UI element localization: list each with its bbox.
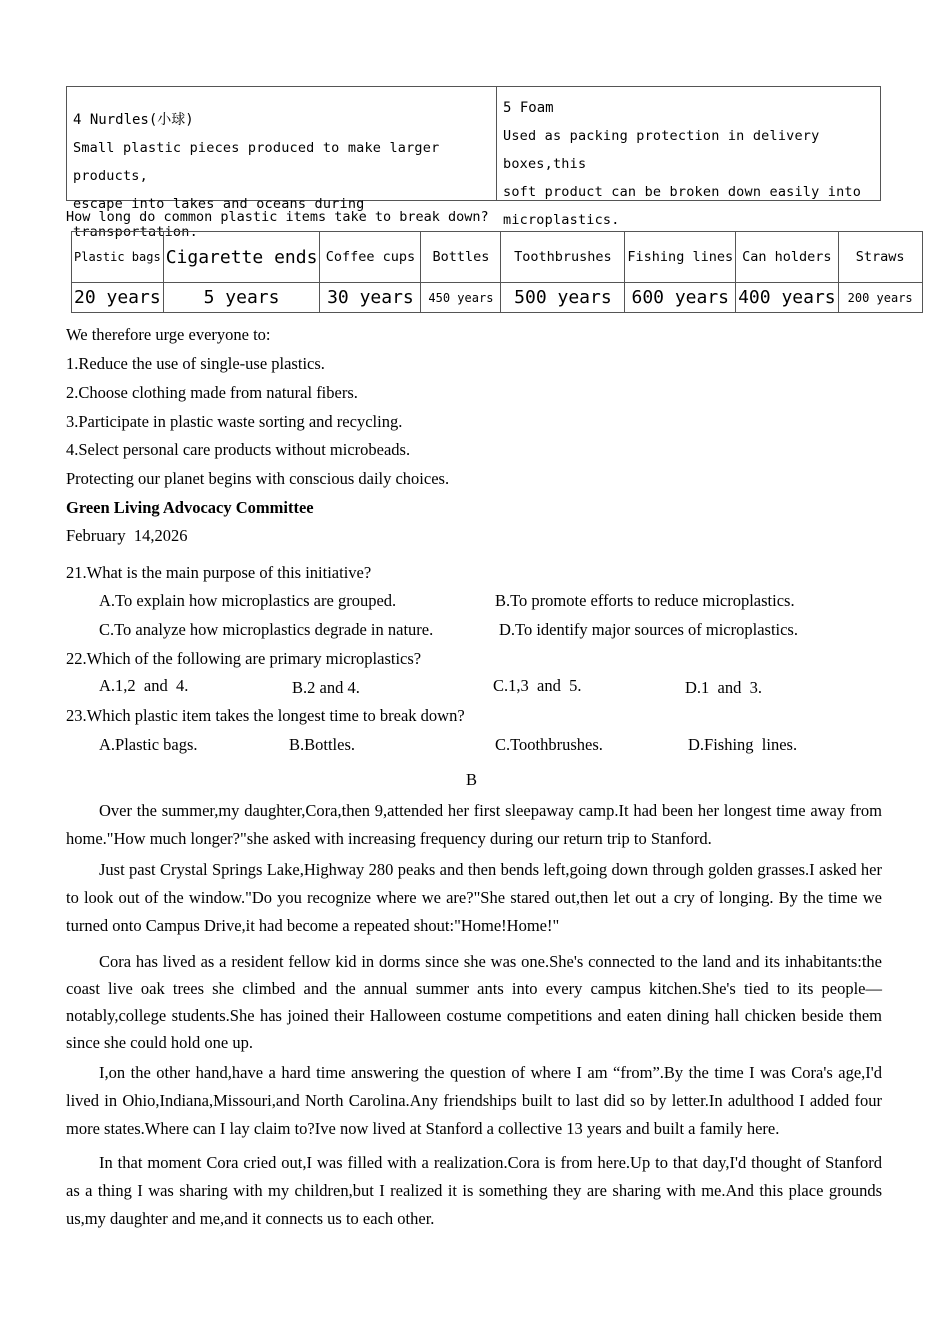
q22-option-d[interactable]: D.1 and 3. xyxy=(685,678,762,697)
appeal-closing: Protecting our planet begins with conscious daily choices. xyxy=(66,469,450,488)
appeal-item: 4.Select personal care products without microbeads. xyxy=(66,440,411,459)
value-cell: 20 years xyxy=(72,283,164,313)
q21-option-b[interactable]: B.To promote efforts to reduce microplastics. xyxy=(495,591,795,610)
value-cell: 5 years xyxy=(163,283,320,313)
cell-heading: 5 Foam xyxy=(503,100,554,116)
appeal-signature: Green Living Advocacy Committee xyxy=(66,498,314,517)
value-cell: 400 years xyxy=(736,283,839,313)
value-cell: 600 years xyxy=(625,283,736,313)
header-cell: Can holders xyxy=(736,232,839,283)
passage-b xyxy=(66,797,882,1236)
header-cell: Fishing lines xyxy=(625,232,736,283)
question-22-stem: 22.Which of the following are primary microplastics? xyxy=(66,649,422,668)
passage-paragraph: I,on the other hand,have a hard time answering the question of where I am “from”.By the time I was Cora's age,I'd lived in Ohio,Indiana,Missouri,and North Carolina.Any friendships built to last did so by letter.In adulthood I added four more states.Where can I lay claim to?Ive now lived at Stanford a collective 13 years and built a family here. xyxy=(66,1063,882,1138)
appeal-item: 3.Participate in plastic waste sorting and recycling. xyxy=(66,412,403,431)
appeal-item: 1.Reduce the use of single-use plastics. xyxy=(66,354,325,373)
q22-option-a[interactable]: A.1,2 and 4. xyxy=(99,676,189,695)
q23-option-c[interactable]: C.Toothbrushes. xyxy=(495,735,603,754)
value-cell: 30 years xyxy=(320,283,421,313)
q22-option-b[interactable]: B.2 and 4. xyxy=(292,678,360,697)
value-cell: 500 years xyxy=(501,283,625,313)
header-cell: Plastic bags xyxy=(72,232,164,283)
breakdown-table xyxy=(71,231,923,313)
q23-option-d[interactable]: D.Fishing lines. xyxy=(688,735,798,754)
header-cell: Straws xyxy=(838,232,922,283)
type-cell-foam xyxy=(497,87,880,228)
cell-text-line: soft product can be broken down easily into xyxy=(503,184,862,200)
cell-text-line: microplastics. xyxy=(503,212,620,228)
passage-paragraph: Just past Crystal Springs Lake,Highway 280 peaks and then bends left,going down through golden grasses.I asked her to look out of the window."Do you recognize where we are?"She stared out,then let out a cry of longing. By the time we turned onto Campus Drive,it had become a repeated shout:"Home!Home!" xyxy=(66,860,882,935)
q23-option-b[interactable]: B.Bottles. xyxy=(289,735,356,754)
value-cell: 450 years xyxy=(421,283,501,313)
question-23-stem: 23.Which plastic item takes the longest time to break down? xyxy=(66,706,465,725)
breakdown-question: How long do common plastic items take to break down? xyxy=(66,209,489,225)
cell-text-line: Used as packing protection in delivery boxes,this xyxy=(503,128,820,172)
appeal-item: 2.Choose clothing made from natural fibers. xyxy=(66,383,358,402)
passage-paragraph: In that moment Cora cried out,I was filled with a realization.Cora is from here.Up to that day,I'd thought of Stanford as a thing I was sharing with my children,but I realized it is something they are sharing with me.And this place grounds us,my daughter and me,and it connects us to each other. xyxy=(66,1153,882,1228)
header-cell: Cigarette ends xyxy=(163,232,320,283)
breakdown-value-row xyxy=(72,283,923,313)
cell-heading: 4 Nurdles(小球) xyxy=(73,112,194,128)
q23-option-a[interactable]: A.Plastic bags. xyxy=(99,735,198,754)
q21-option-c[interactable]: C.To analyze how microplastics degrade in nature. xyxy=(99,620,434,639)
value-cell: 200 years xyxy=(838,283,922,313)
header-cell: Toothbrushes xyxy=(501,232,625,283)
passage-paragraph: Over the summer,my daughter,Cora,then 9,attended her first sleepaway camp.It had been her longest time away from home."How much longer?"she asked with increasing frequency during our return trip to Stanford. xyxy=(66,801,882,848)
q22-option-c[interactable]: C.1,3 and 5. xyxy=(493,676,582,695)
header-cell: Bottles xyxy=(421,232,501,283)
appeal-date: February 14,2026 xyxy=(66,526,188,545)
breakdown-header-row xyxy=(72,232,923,283)
cell-text-line: Small plastic pieces produced to make larger products, xyxy=(73,140,440,184)
q21-option-d[interactable]: D.To identify major sources of microplastics. xyxy=(499,620,798,639)
section-b-label: B xyxy=(466,770,478,789)
passage-paragraph: Cora has lived as a resident fellow kid in dorms since she was one.She's connected to the land and its inhabitants:the coast live oak trees she climbed and the annual summer ants into every campus kitchen.She's tied to its people—notably,college students.She has joined their Halloween costume competitions and eaten dining hall chicken beside them since she could hold one up. xyxy=(66,952,882,1052)
cell-text-line: escape into lakes and oceans during transportation. xyxy=(73,196,365,240)
question-21-stem: 21.What is the main purpose of this initiative? xyxy=(66,563,372,582)
header-cell: Coffee cups xyxy=(320,232,421,283)
appeal-intro: We therefore urge everyone to: xyxy=(66,325,271,344)
q21-option-a[interactable]: A.To explain how microplastics are grouped. xyxy=(99,591,397,610)
